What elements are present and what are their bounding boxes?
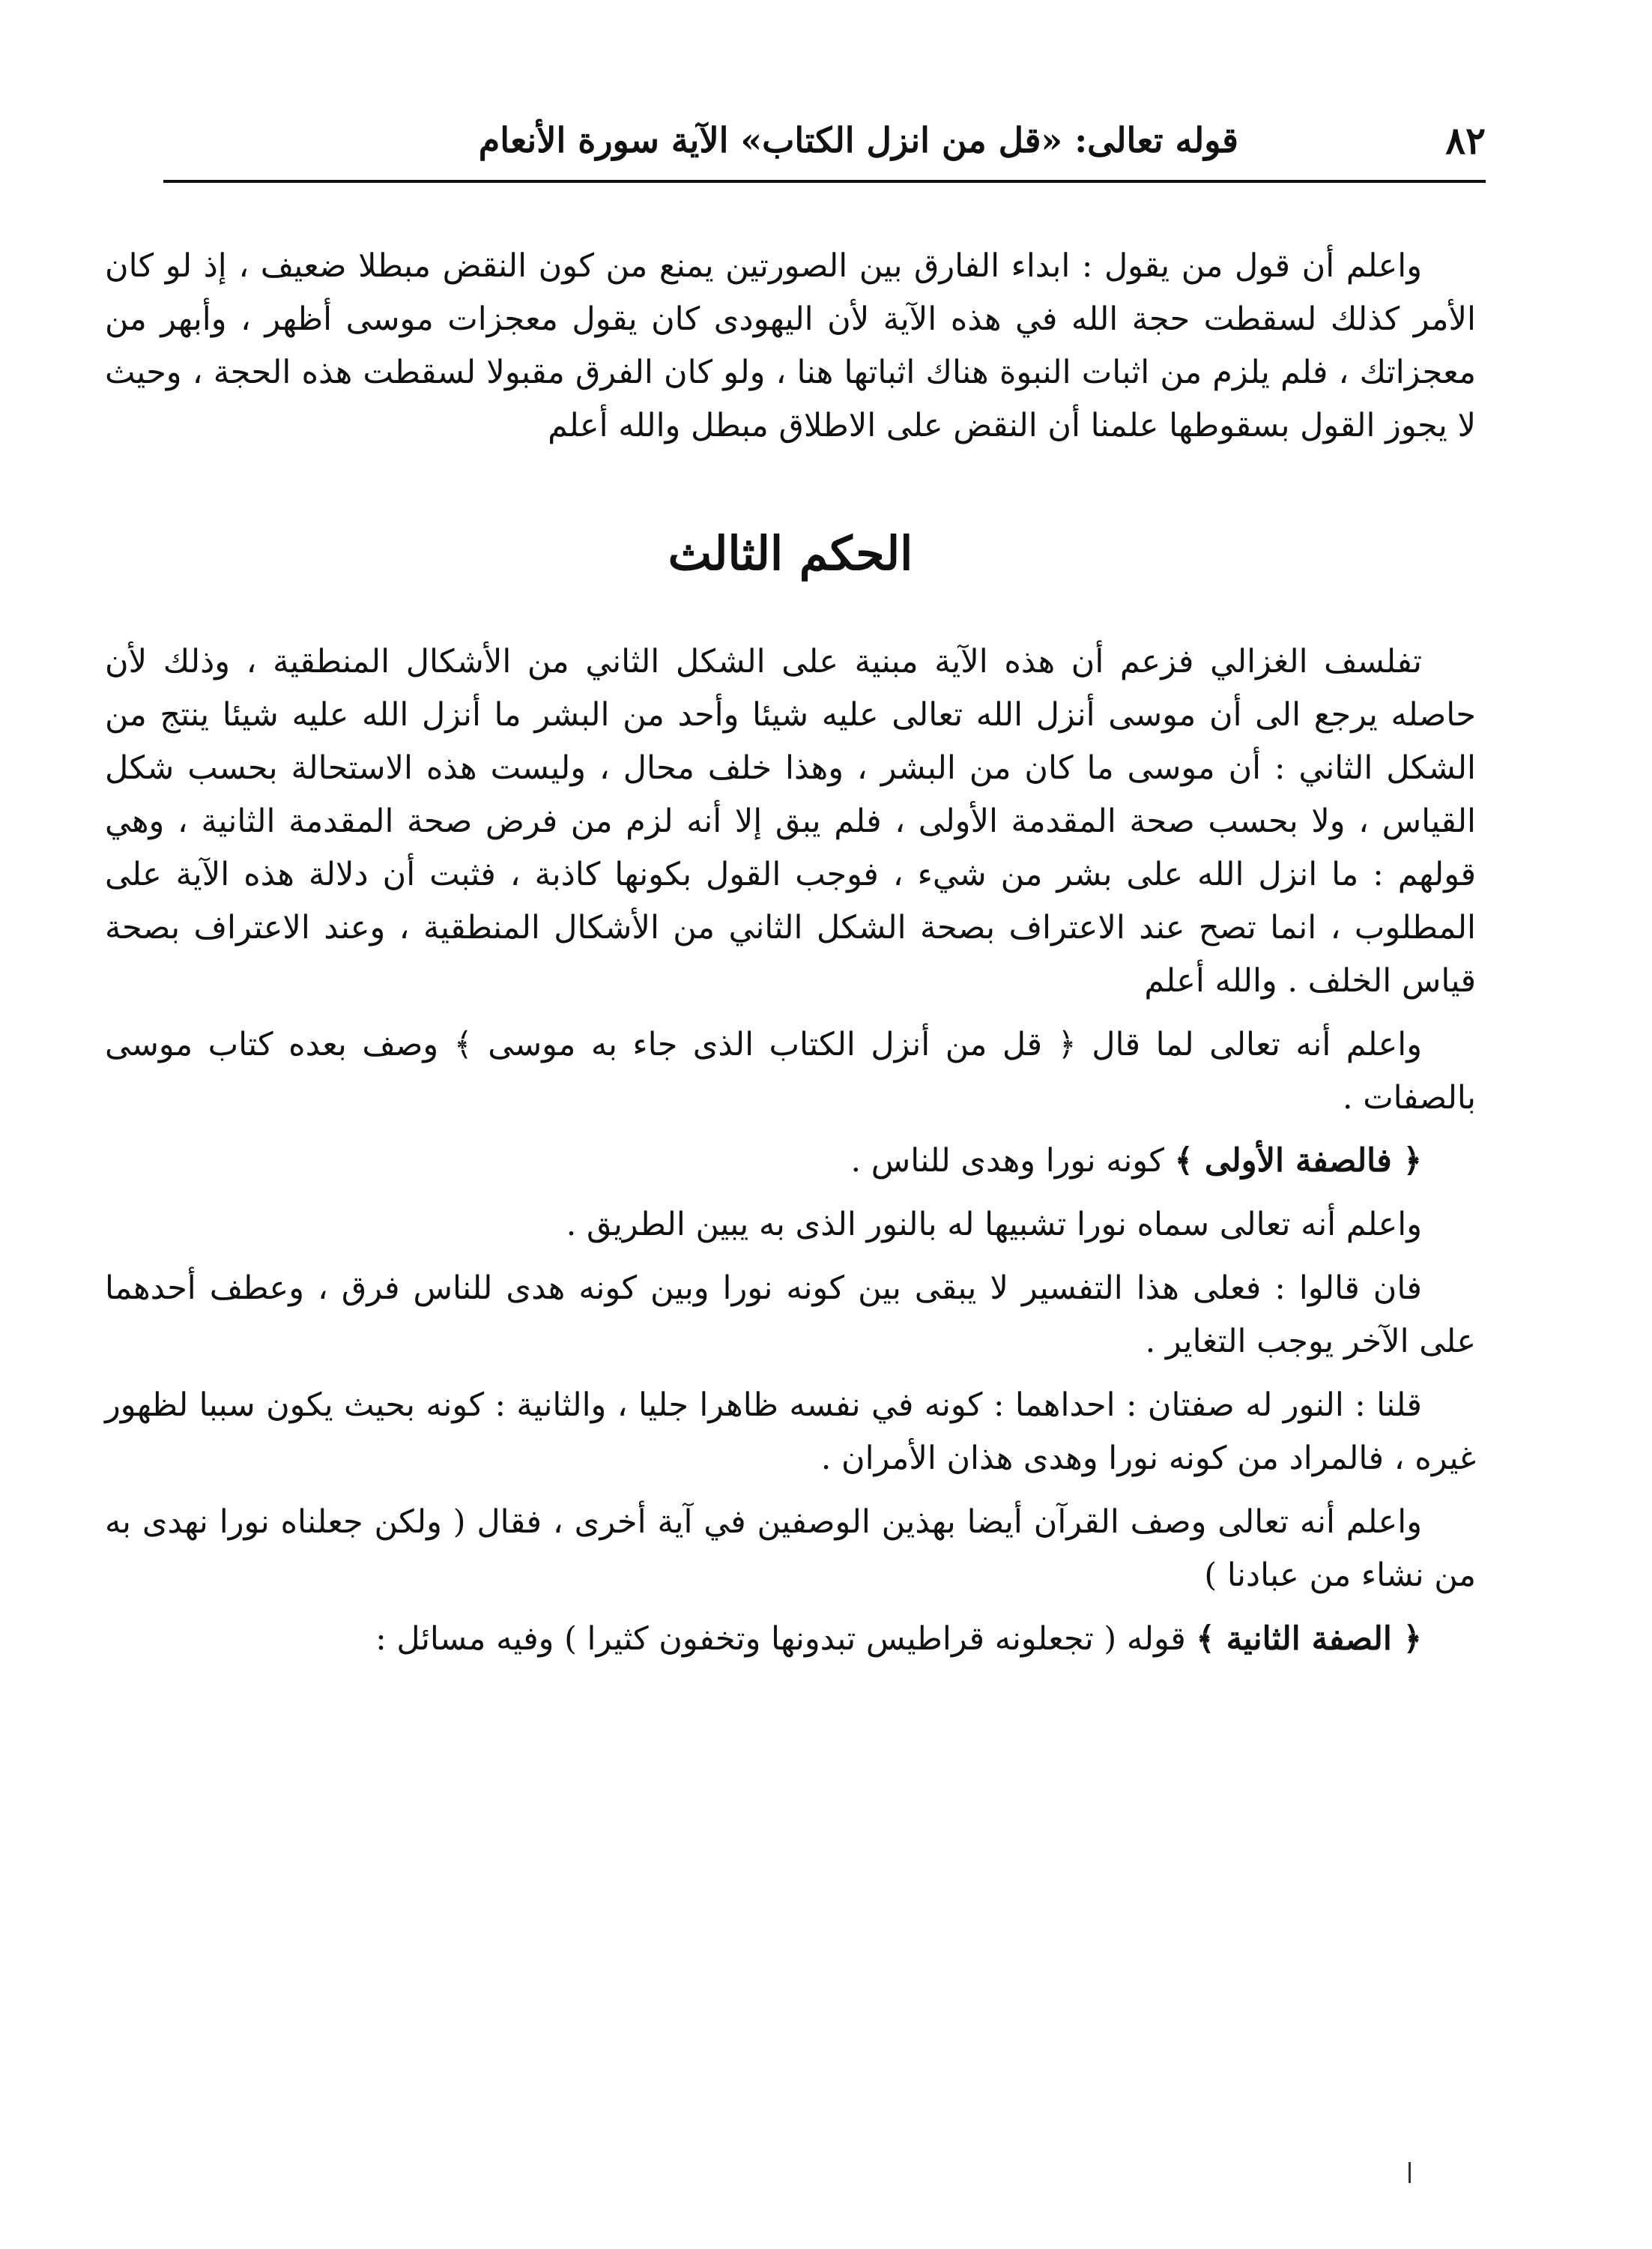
first-attribute-text: كونه نورا وهدى للناس . [850, 1142, 1164, 1180]
paragraph-light-naming: واعلم أنه تعالى سماه نورا تشبيها له بالنور الذى به يبين الطريق . [566, 1206, 1422, 1244]
first-attribute [105, 1135, 1476, 1188]
page-number: ٨٢ [1445, 118, 1486, 163]
running-title: قوله تعالى: «قل من انزل الكتاب» الآية سورة الأنعام [478, 120, 1238, 160]
second-attribute-text: قوله ( تجعلونه قراطيس تبدونها وتخفون كثيرا ) وفيه مسائل : [375, 1619, 1186, 1658]
paragraph-quran-description: واعلم أنه تعالى وصف القرآن أيضا بهذين الوصفين في آية أخرى ، فقال ( ولكن جعلناه نورا نهدى به من نشاء من عبادنا ) [105, 1503, 1476, 1595]
first-attribute-label: ﴿ فالصفة الأولى ﴾ [1174, 1142, 1422, 1180]
page-body [105, 240, 1476, 1676]
page-header [163, 111, 1486, 178]
section-heading: الحكم الثالث [668, 525, 913, 581]
margin-mark [1409, 2162, 1411, 2183]
header-rule [163, 180, 1486, 183]
paragraph-nullification: واعلم أن قول من يقول : ابداء الفارق بين الصورتين يمنع من كون النقض مبطلا ضعيف ، إذ لو كان الأمر كذلك لسقطت حجة الله في هذه الآية لأن اليهودى كان يقول معجزات موسى أظهر ، وأبهر من معجزاتك ، فلم يلزم من اثبات النبوة هناك اثباتها هنا ، ولو كان الفرق مقبولا لسقطت هذه الحجة ، وحيث لا يجوز القول بسقوطها علمنا أن النقض على الاطلاق مبطل والله أعلم [105, 247, 1477, 444]
second-attribute-label: ﴿ الصفة الثانية ﴾ [1196, 1619, 1422, 1658]
paragraph-objection: فان قالوا : فعلى هذا التفسير لا يبقى بين كونه نورا وبين كونه هدى للناس فرق ، وعطف أحدهما على الآخر يوجب التغاير . [105, 1270, 1476, 1361]
paragraph-ghazali: تفلسف الغزالي فزعم أن هذه الآية مبنية على الشكل الثاني من الأشكال المنطقية ، وذلك لأن حاصله يرجع الى أن موسى أنزل الله تعالى عليه شيئا وأحد من البشر ما أنزل الله عليه شيئا ينتج من الشكل الثاني : أن موسى ما كان من البشر ، وهذا خلف محال ، وليست هذه الاستحالة بحسب شكل القياس ، ولا بحسب صحة المقدمة الأولى ، فلم يبق إلا أنه لزم من فرض صحة المقدمة الثانية ، وهي قولهم : ما انزل الله على بشر من شيء ، فوجب القول بكونها كاذبة ، فثبت أن دلالة هذه الآية على المطلوب ، انما تصح عند الاعتراف بصحة الشكل الثاني من الأشكال المنطقية ، وعند الاعتراف بصحة قياس الخلف . والله أعلم [105, 643, 1476, 1000]
paragraph-reply: قلنا : النور له صفتان : احداهما : كونه في نفسه ظاهرا جليا ، والثانية : كونه بحيث يكون سببا لظهور غيره ، فالمراد من كونه نورا وهدى هذان الأمران . [105, 1386, 1476, 1478]
second-attribute [105, 1613, 1476, 1666]
paragraph-book-attributes: واعلم أنه تعالى لما قال ﴿ قل من أنزل الكتاب الذى جاء به موسى ﴾ وصف بعده كتاب موسى بالصفات . [105, 1025, 1476, 1117]
